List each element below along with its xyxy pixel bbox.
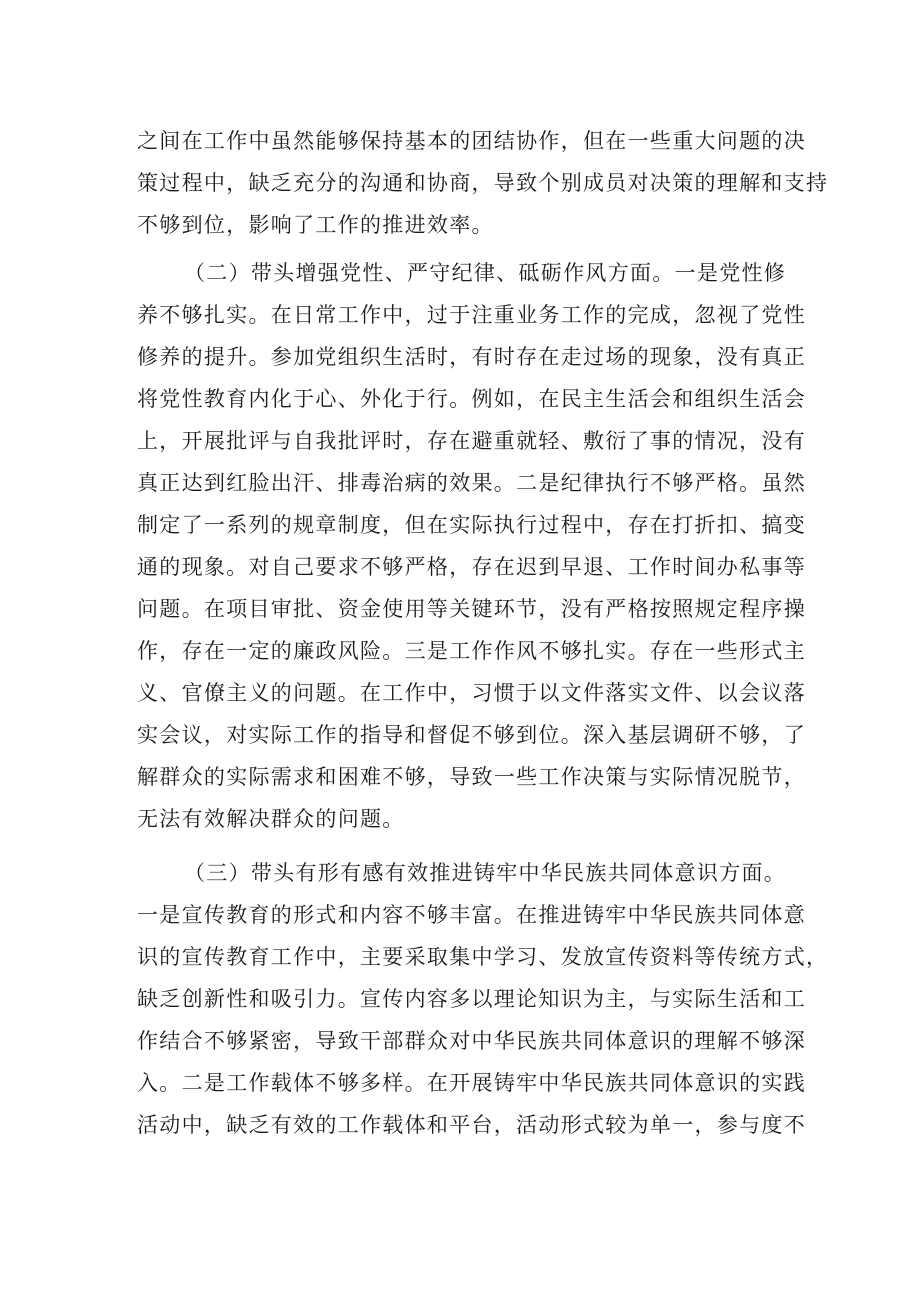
text-line: 无法有效解决群众的问题。 (137, 807, 405, 831)
text-line: 作，存在一定的廉政风险。三是工作作风不够扎实。存在一些形式主 (137, 639, 806, 663)
text-line: 之间在工作中虽然能够保持基本的团结协作，但在一些重大问题的决 (137, 129, 806, 153)
text-line: 入。二是工作载体不够多样。在开展铸牢中华民族共同体意识的实践 (137, 1071, 806, 1095)
text-line: 制定了一系列的规章制度，但在实际执行过程中，存在打折扣、搞变 (137, 513, 806, 537)
text-line: 识的宣传教育工作中，主要采取集中学习、发放宣传资料等传统方式， (137, 945, 829, 969)
text-line: 作结合不够紧密，导致干部群众对中华民族共同体意识的理解不够深 (137, 1029, 806, 1053)
text-line: 缺乏创新性和吸引力。宣传内容多以理论知识为主，与实际生活和工 (137, 987, 806, 1011)
text-line: 不够到位，影响了工作的推进效率。 (137, 213, 494, 237)
text-line: 实会议，对实际工作的指导和督促不够到位。深入基层调研不够，了 (137, 723, 806, 747)
text-line: 通的现象。对自己要求不够严格，存在迟到早退、工作时间办私事等 (137, 555, 806, 579)
text-line: 养不够扎实。在日常工作中，过于注重业务工作的完成，忽视了党性 (137, 303, 806, 327)
text-line: 问题。在项目审批、资金使用等关键环节，没有严格按照规定程序操 (137, 597, 806, 621)
text-line: 活动中，缺乏有效的工作载体和平台，活动形式较为单一，参与度不 (137, 1113, 806, 1137)
text-line: 将党性教育内化于心、外化于行。例如，在民主生活会和组织生活会 (137, 387, 806, 411)
paragraph-heading-line: （二）带头增强党性、严守纪律、砥砺作风方面。一是党性修 (184, 261, 787, 285)
text-line: 上，开展批评与自我批评时，存在避重就轻、敷衍了事的情况，没有 (137, 429, 806, 453)
text-line: 一是宣传教育的形式和内容不够丰富。在推进铸牢中华民族共同体意 (137, 903, 806, 927)
text-line: 修养的提升。参加党组织生活时，有时存在走过场的现象，没有真正 (137, 345, 806, 369)
text-line: 义、官僚主义的问题。在工作中，习惯于以文件落实文件、以会议落 (137, 681, 806, 705)
text-line: 真正达到红脸出汗、排毒治病的效果。二是纪律执行不够严格。虽然 (137, 471, 806, 495)
paragraph-heading-line: （三）带头有形有感有效推进铸牢中华民族共同体意识方面。 (184, 861, 787, 885)
text-line: 解群众的实际需求和困难不够，导致一些工作决策与实际情况脱节， (137, 765, 806, 789)
text-line: 策过程中，缺乏充分的沟通和协商，导致个别成员对决策的理解和支持 (137, 171, 829, 195)
